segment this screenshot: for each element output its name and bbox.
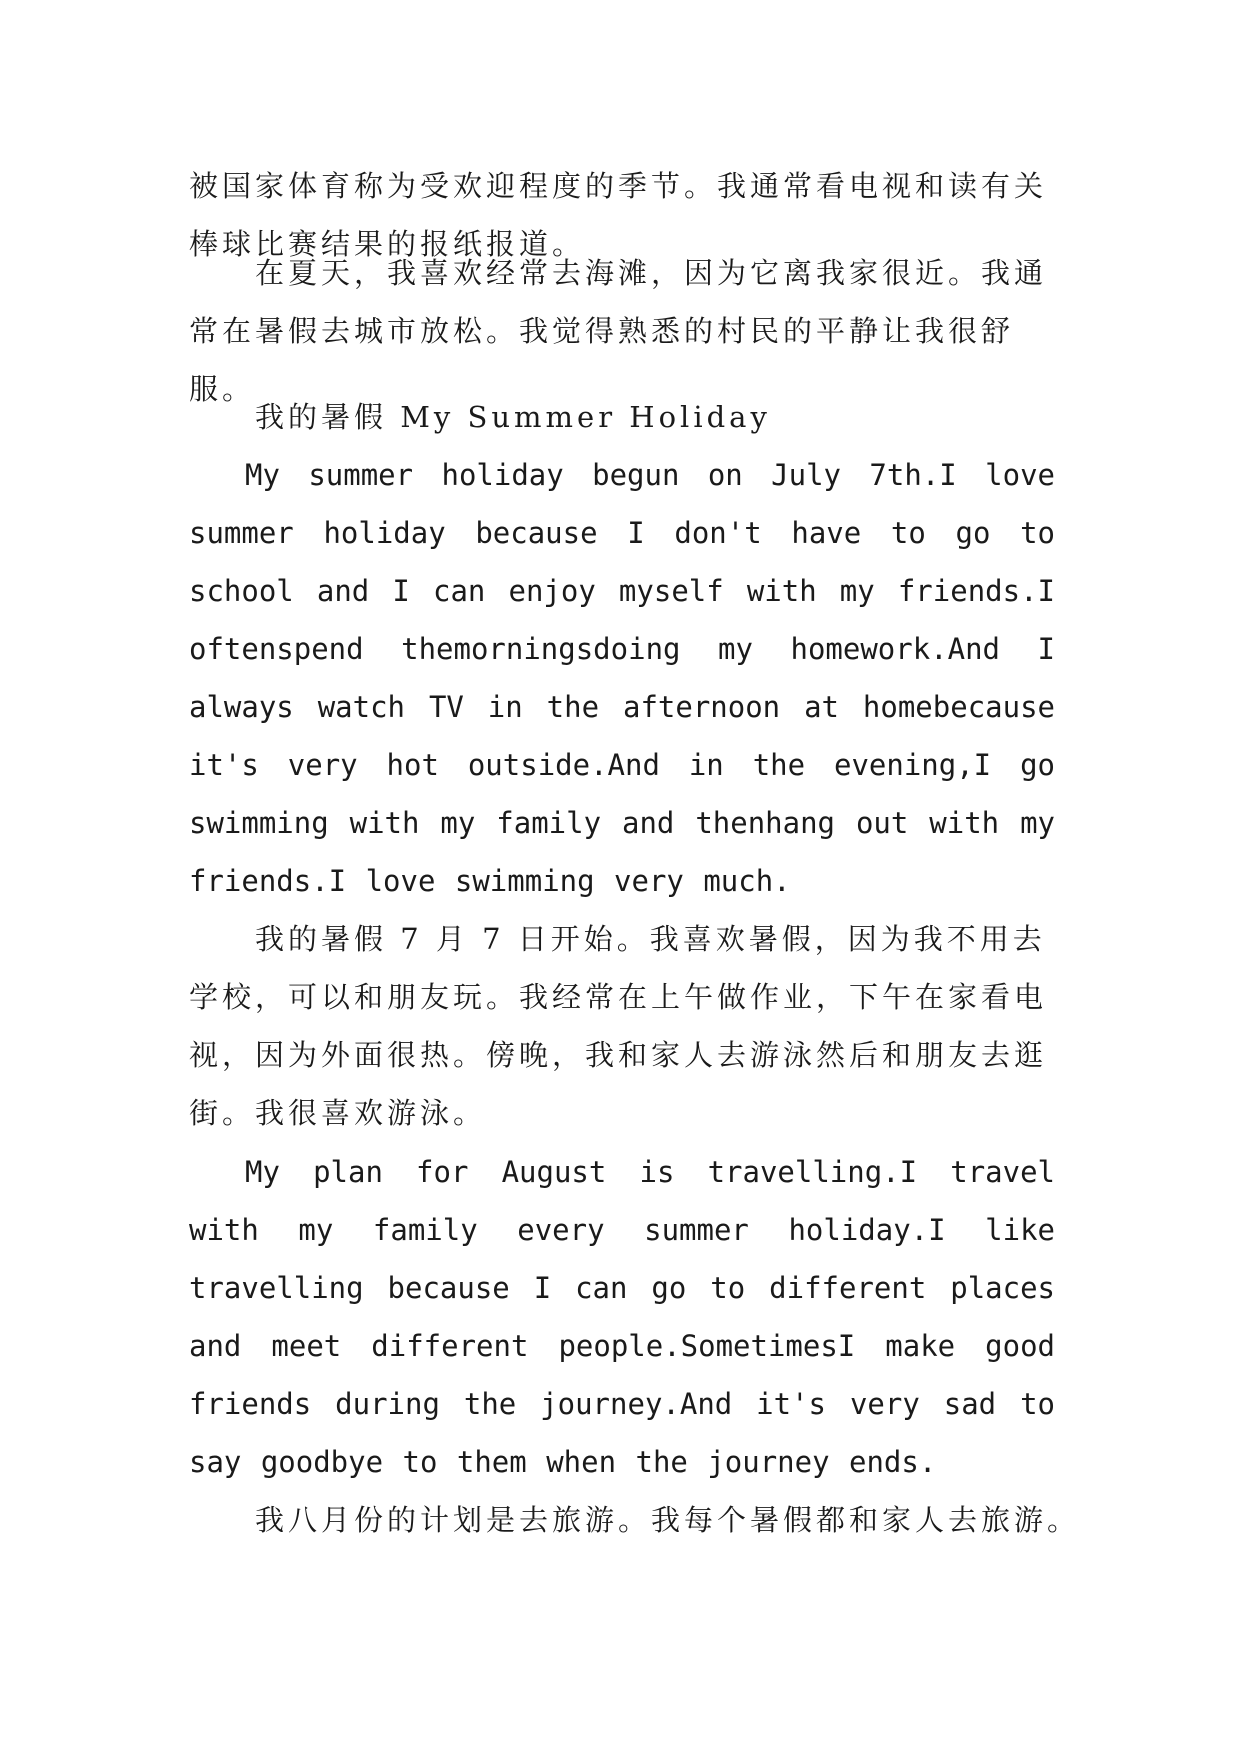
paragraph-chinese-1: 我的暑假 7 月 7 日开始。我喜欢暑假，因为我不用去学校，可以和朋友玩。我经常在上午做作业，下午在家看电视，因为外面很热。傍晚，我和家人去游泳然后和朋友去逛街。我很喜欢游泳。 bbox=[189, 922, 1048, 1130]
paragraph-english-1: My summer holiday begun on July 7th.I love summer holiday because I don't have to go to school and I can enjoy myself with my friends.I oftenspend themorningsdoing my homework.And I always watch TV in the afternoon at homebecause it's very hot outside.And in the evening,I go swimming with my family and thenhang out with my friends.I love swimming very much. bbox=[189, 458, 1055, 898]
paragraph-chinese-2: 我八月份的计划是去旅游。我每个暑假都和家人去旅游。 bbox=[255, 1503, 1081, 1537]
paragraph-english-2: My plan for August is travelling.I travel with my family every summer holiday.I like travelling because I can go to different places and meet different people.SometimesI make good friends during the journey.And it's very sad to say goodbye to them when the journey ends. bbox=[189, 1155, 1055, 1479]
paragraph-2: 在夏天，我喜欢经常去海滩，因为它离我家很近。我通常在暑假去城市放松。我觉得熟悉的村民的平静让我很舒服。 bbox=[189, 256, 1048, 406]
essay-title: 我的暑假 My Summer Holiday bbox=[255, 400, 771, 434]
paragraph-1: 被国家体育称为受欢迎程度的季节。我通常看电视和读有关棒球比赛结果的报纸报道。 bbox=[189, 169, 1048, 261]
